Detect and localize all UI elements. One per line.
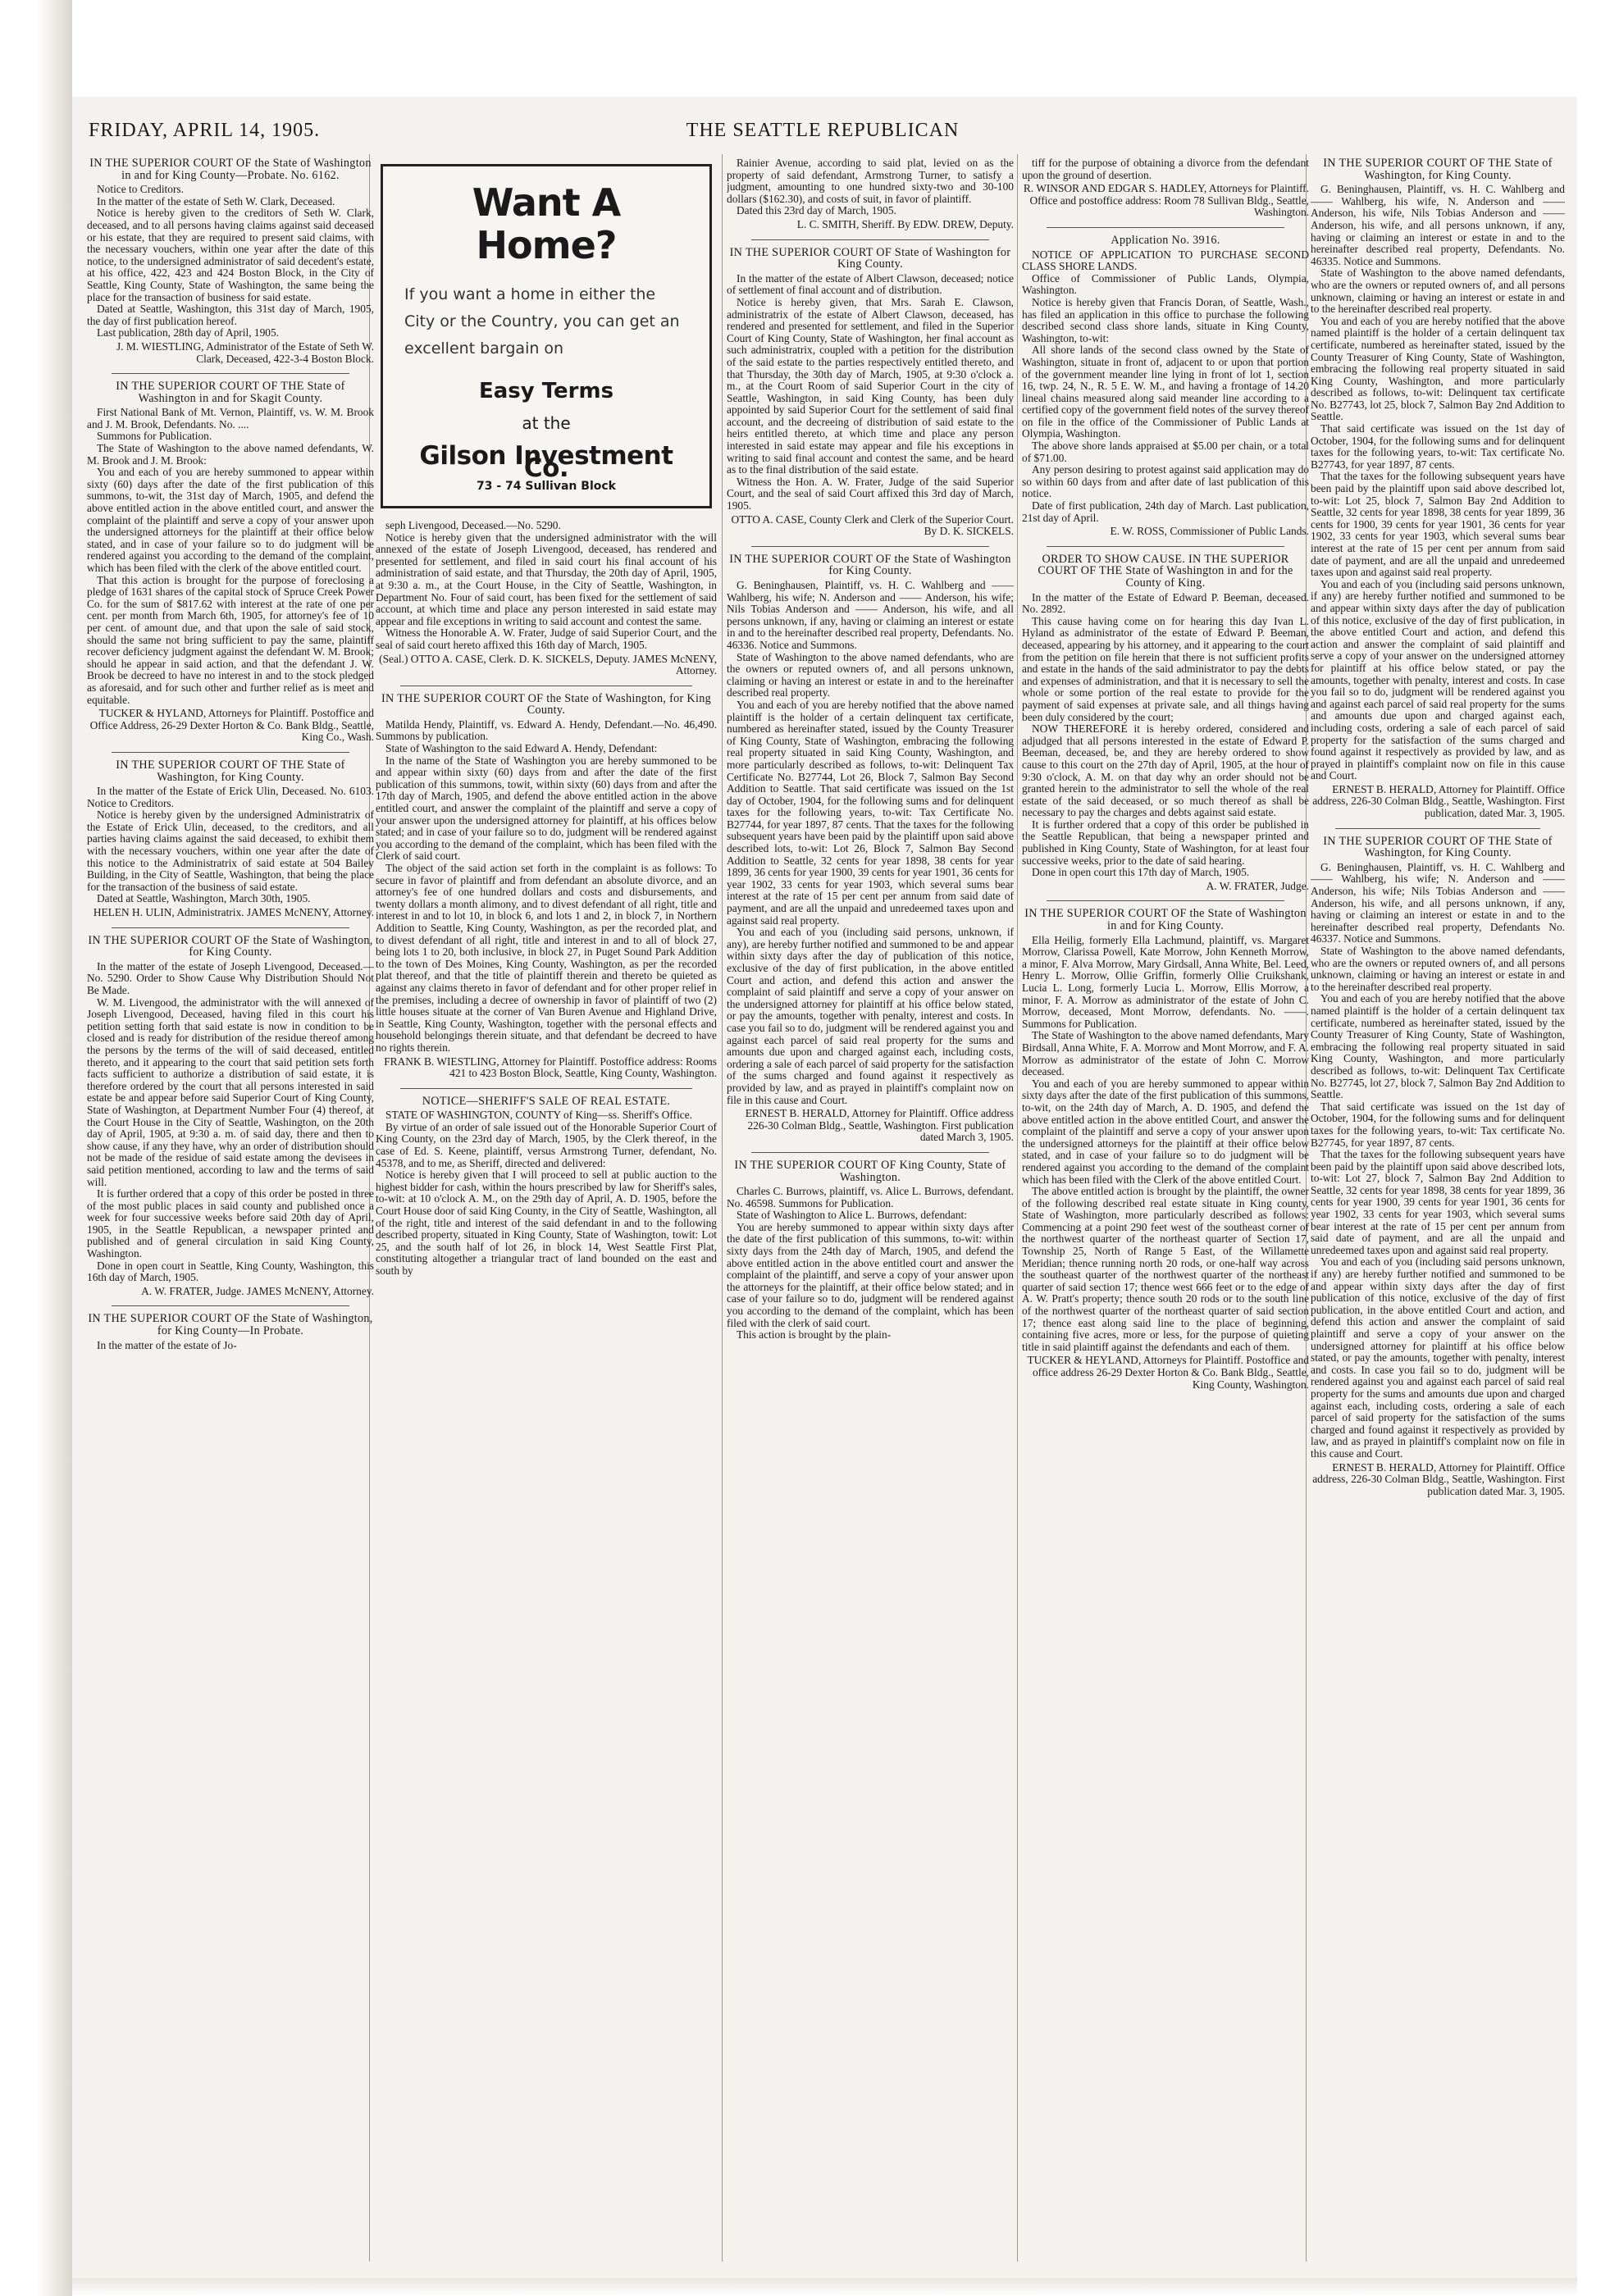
notice-heading: IN THE SUPERIOR COURT OF the State of Washington, for King County. xyxy=(88,933,373,959)
ad-company: Gilson Investment Co. xyxy=(419,441,673,483)
ad-at: at the xyxy=(522,412,571,433)
notice-paragraph: Dated this 23rd day of March, 1905. xyxy=(737,204,896,217)
notice-paragraph: Office of Commissioner of Public Lands, Olympia, Washington. xyxy=(1022,271,1309,297)
notice-paragraph: The State of Washington to the above named defendants, Mary Birdsall, Anna White, F. A. Morrow and Mont Morrow, and F. A. Morrow as administrator of the estate of John C. Morrow deceased. xyxy=(1022,1029,1309,1078)
notice-paragraph: Notice is hereby given to the creditors of Seth W. Clark, deceased, and to all persons having claims against said deceased or his estate, that they are required to present said claims, with the necessary vouchers, within one year after the date of this notice, to the undersigned administrator of said decedent's estate, at his office, 422, 423 and 424 Boston Block, in the City of Seattle, King County, State of Washington, the same being the place for the transaction of business for said estate. xyxy=(87,207,374,303)
column-1 xyxy=(87,157,374,2257)
column-4 xyxy=(1022,157,1309,2257)
column-rule xyxy=(1017,154,1018,2262)
notice-paragraph: In the matter of the estate of Jo- xyxy=(97,1338,237,1351)
notice-separator xyxy=(1047,227,1284,228)
notice-heading: NOTICE—SHERIFF'S SALE OF REAL ESTATE. xyxy=(422,1094,671,1108)
legal-notice xyxy=(1311,836,1565,1498)
legal-notice xyxy=(1022,554,1309,893)
notice-paragraph: You and each of you are hereby notified that the above named plaintiff is the holder of a certain delinquent tax certificate, numbered as hereinafter stated, issued by the County Treasurer of King County, State of Washington, embracing the following real property situated in said King County, Washington, and more particularly described as follows, to-wit: Delinquent tax certificate No. B27743, lot 25, block 7, Salmon Bay 2nd Addition to Seattle. xyxy=(1311,314,1565,423)
notice-signature: R. WINSOR AND EDGAR S. HADLEY, Attorneys for Plaintiff. Office and postoffice address: Room 78 Sullivan Bldg., Seattle, Washington. xyxy=(1023,182,1309,219)
notice-paragraph: First National Bank of Mt. Vernon, Plaintiff, vs. W. M. Brook and J. M. Brook, Defendants. No. .... xyxy=(87,406,374,430)
notice-paragraph: By virtue of an order of sale issued out of the Honorable Superior Court of King County, on the 23rd day of March, 1905, by the Clerk thereof, in the case of Ed. S. Keene, plaintiff, versus Armstrong Turner, defendant, No. 45378, and to me, as Sheriff, directed and delivered: xyxy=(376,1120,717,1169)
notice-paragraph: That this action is brought for the purpose of foreclosing a pledge of 1631 shares of the capital stock of Spruce Creek Power Co. for the sum of $817.62 with interest at the rate of one per cent. per month from March 6th, 1905, for attorney's fee of 10 per cent. of amount due, and that upon the sale of said stock, should the same not bring sufficient to pay the same, plaintiff recover deficiency judgment against the defendant W. M. Brook; should he appear in said action, and that the defendant J. W. Brook be decreed to have no interest in and to the stock pledged as aforesaid, and for such other and further relief as is meet and equitable. xyxy=(87,573,374,706)
newspaper-title: THE SEATTLE REPUBLICAN xyxy=(686,120,960,141)
notice-paragraph: You and each of you (including said persons unknown, if any) are hereby further notified and summoned to be and appear within sixty days after the day of publication of this notice, exclusive of the day of first publication, in the above entitled Court and action, and defend this action and answer the complaint of said plaintiff and serve a copy of your answer on the undersigned attorney for plaintiff at his office below stated, or pay the amounts, together with penalty, interest and costs. In case you fail so to do, judgment will be rendered against you and against each parcel of said real property for the sums and amounts due upon and charged against each, including costs, ordering a sale of each parcel of said property for the satisfaction of the sums charged and found against it respectively as provided by law, and as prayed in plaintiff's complaint now on file in this cause and Court. xyxy=(1311,577,1565,782)
ad-terms: Easy Terms xyxy=(478,379,614,403)
legal-notice xyxy=(87,1313,374,1351)
notice-paragraph: The above shore lands appraised at $5.00 per chain, or a total of $71.00. xyxy=(1022,440,1309,464)
page-binding-edge xyxy=(0,0,72,2296)
notice-paragraph: State of Washington to the above named defendants, who are the owners or reputed owners of, and all persons unknown, claiming or having an interest or estate in and to the hereinafter described real property. xyxy=(727,650,1014,699)
notice-signature: L. C. SMITH, Sheriff. By EDW. DREW, Deputy. xyxy=(796,217,1014,230)
notice-paragraph: That said certificate was issued on the 1st day of October, 1904, for the following sums and for delinquent taxes for the following years, to-wit: Tax certificate No. B27743, for year 1897, 87 cents. xyxy=(1311,422,1565,471)
gilson-investment-ad xyxy=(381,164,712,508)
notice-paragraph: In the matter of the Estate of Edward P. Beeman, deceased. No. 2892. xyxy=(1022,590,1309,616)
notice-paragraph: In the matter of the estate of Seth W. Clark, Deceased. xyxy=(97,194,335,207)
column-2 xyxy=(376,157,717,2257)
notice-separator xyxy=(1335,828,1540,829)
notice-paragraph: You and each of you (including said persons, unknown, if any), are hereby further notified and summoned to be and appear within sixty days after the day of publication of this notice, exclusive of the day of first publication, in the above entitled Court and action, and defend this action and answer the complaint of said plaintiff and serve a copy of your answer on the undersigned attorney for plaintiff at his office below stated, or pay the amounts, together with penalty, interest and costs. In case you fail so to do, judgment will be rendered against you and against each parcel of said real property for the sums and amounts due upon and charged against each, including costs, ordering a sale of each parcel of said property for the satisfaction of the sums charged and found against it respectively as provided by law, and as prayed in plaintiff's complaint now on file in this cause and Court. xyxy=(727,926,1014,1106)
notice-paragraph: State of Washington to the above named defendants, who are the owners or reputed owners of, and all persons unknown, claiming or having an interest or estate in and to the hereinafter described real property. xyxy=(1311,266,1565,316)
notice-paragraph: STATE OF WASHINGTON, COUNTY of King—ss. Sheriff's Office. xyxy=(385,1109,693,1122)
notice-paragraph: Notice is hereby given, that Mrs. Sarah E. Clawson, administratrix of the estate of Albert Clawson, deceased, has rendered and presented for settlement, and filed in the Superior Court of King County, State of Washington, her final account as such administratrix, coupled with a petition for the distribution of the said estate to the parties respectively entitled thereto, and that Thursday, the 30th day of March, 1905, at 9:30 o'clock a. m., at the Court Room of said Superior Court in the city of Seattle, Washington, in said King County, has been duly appointed by said Superior Court for the settlement of said final account, and the decreeing of distribution of said estate to the heirs entitled thereto, at which time and place any person interested in said estate may appear and file his exceptions in writing to said final account and contest the same, and be heard as to the final distribution of the said estate. xyxy=(727,295,1014,476)
notice-paragraph: Witness the Hon. A. W. Frater, Judge of the said Superior Court, and the seal of said Court affixed this 3rd day of March, 1905. xyxy=(727,475,1014,512)
notice-paragraph: You and each of you are hereby notified that the above named plaintiff is the holder of a certain delinquent tax certificate, numbered as hereinafter stated, issued by the County Treasurer of King County, State of Washington, embracing the following real property situated in said King County, Washington, and more particularly described as follows, to-wit: Delinquent Tax Certificate No. B27745, lot 27, block 7, Salmon Bay 2nd Addition to Seattle. xyxy=(1311,992,1565,1101)
notice-separator xyxy=(112,373,349,374)
legal-notice xyxy=(727,157,1014,231)
notice-separator xyxy=(751,239,989,240)
notice-paragraph: Notice is hereby given that the undersigned administrator with the will annexed of the estate of Joseph Livengood, deceased, has rendered and presented for settlement, and filed in said court his final account of his administration of said estate, and that Thursday, the 20th day of April, 1905, at 9:30 a. m., at the Court House, in the City of Seattle, Washington, in Department No. Four of said court, has been fixed for the settlement of said account, at which time and place any person interested in said estate may appear and file exceptions in writing to said account and contest the same. xyxy=(376,531,717,627)
notice-paragraph: Notice is hereby given that I will proceed to sell at public auction to the highest bidder for cash, within the hours prescribed by law for Sheriff's sales, to-wit: at 10 o'clock A. M., on the 29th day of April, A. D. 1905, before the Court House door of said King County, in the City of Seattle, Washington, all of the right, title and interest of the said defendant in and to the following described property, situated in King County, State of Washington, towit: Lot 25, and the south half of lot 26, in block 14, West Seattle First Plat, constituting altogether a triangular tract of land bounded on the east and south by xyxy=(376,1168,717,1277)
notice-paragraph: You and each of you are hereby summoned to appear within sixty (60) days after the date of the first publication of this summons, to-wit, the 31st day of March, 1905, and defend the above entitled action in the above entitled court, and answer the complaint of the plaintiff and serve a copy of your answer upon the undersigned attorneys for the plaintiff at their office below stated, and in case of your failure so to do judgment will be rendered against you according to the demand of the complaint, which has been filed with the clerk of the above entitled court. xyxy=(87,466,374,574)
notice-paragraph: In the matter of the estate of Albert Clawson, deceased; notice of settlement of final account and of distribution. xyxy=(727,271,1014,297)
notice-separator xyxy=(112,927,349,928)
notice-signature: TUCKER & HYLAND, Attorneys for Plaintiff. Postoffice and Office Address, 26-29 Dexter Horton & Co. Bank Bldg., Seattle, King Co., Wash. xyxy=(89,707,374,744)
notice-paragraph: It is further ordered that a copy of this order be posted in three of the most public places in said county and published once a week for four successive weeks before said 20th day of April, 1905, in the Seattle Republican, a newspaper printed and published and of general circulation in said King County, Washington. xyxy=(87,1187,374,1260)
notice-separator xyxy=(751,1152,989,1153)
column-2-notices xyxy=(376,520,717,1278)
notice-paragraph: That the taxes for the following subsequent years have been paid by the plaintiff upon said above described lot, to-wit: Lot 25, block 7, Salmon Bay 2nd Addition to Seattle, 32 cents for year 1898, 38 cents for year 1899, 36 cents for 1900, 39 cents for year 1901, 36 cents for year 1902, 33 cents for year 1903, which several sums bear interest at the rate of 15 per cent per annum from said date of payment, and are all the unpaid and unredeemed taxes upon and against said real property. xyxy=(1311,470,1565,579)
notice-paragraph: Last publication, 28th day of April, 1905. xyxy=(97,326,280,339)
legal-notice xyxy=(87,157,374,365)
legal-notice xyxy=(87,935,374,1298)
notice-paragraph: G. Beninghausen, Plaintiff, vs. H. C. Wahlberg and —— Wahlberg, his wife, N. Anderson and —— Anderson, his wife, Nils Tobias Anderson and —— Anderson, his wife, and all persons unknown, if any, having or claiming an interest or estate in and to the hereinafter described real property, Defendants. No. 46335. Notice and Summons. xyxy=(1311,183,1565,267)
legal-notice xyxy=(376,520,717,677)
notice-paragraph: seph Livengood, Deceased.—No. 5290. xyxy=(385,518,561,531)
notice-heading: IN THE SUPERIOR COURT OF State of Washington for King County. xyxy=(729,245,1011,271)
legal-notice xyxy=(727,1159,1014,1342)
legal-notice xyxy=(1022,235,1309,538)
notice-heading: IN THE SUPERIOR COURT OF the State of Washington, for King County. xyxy=(381,691,711,718)
notice-separator xyxy=(112,1305,349,1306)
legal-notice xyxy=(376,693,717,1080)
notice-paragraph: Dated at Seattle, Washington, this 31st day of March, 1905, the day of first publication hereof. xyxy=(87,303,374,327)
notice-signature: OTTO A. CASE, County Clerk and Clerk of the Superior Court. By D. K. SICKELS. xyxy=(731,512,1014,538)
notice-signature: FRANK B. WIESTLING, Attorney for Plaintiff. Postoffice address: Rooms 421 to 423 Boston Block, Seattle, King County, Washington. xyxy=(384,1055,717,1080)
column-3 xyxy=(727,157,1014,2257)
notice-paragraph: The above entitled action is brought by the plaintiff, the owner of the following described real estate situate in King county, State of Washington, more particularly described as follows: Commencing at a point 290 feet west of the southeast corner of the northwest quarter of the northeast quarter of Section 17, Township 25, North of Range 5 East, of the Willamette Meridian; thence running north 20 rods, or one-half way across the southeast quarter of the northwest quarter of the northeast quarter of said section 17; thence west 666 feet or to the edge of A. W. Pratt's property; thence south 20 rods or to the south line of the northwest quarter of the northeast quarter of said section 17; thence east along said line to the place of beginning, containing five acres, more or less, for the purpose of quieting title in said plaintiff against the defendants and each of them. xyxy=(1022,1185,1309,1353)
notice-paragraph: Date of first publication, 24th day of March. Last publication, 21st day of April. xyxy=(1022,499,1309,524)
notice-heading: IN THE SUPERIOR COURT OF King County, State of Washington. xyxy=(734,1158,1006,1184)
notice-signature: HELEN H. ULIN, Administratrix. JAMES McNENY, Attorney. xyxy=(93,906,374,919)
notice-signature: ERNEST B. HERALD, Attorney for Plaintiff. Office address, 226-30 Colman Bldg., Seattle, Washington. First publication dated Mar. 3, 1905. xyxy=(1312,1460,1565,1497)
notice-signature: ERNEST B. HERALD, Attorney for Plaintiff. Office address, 226-30 Colman Bldg., Seattle, Washington. First publication, dated Mar. 3, 1905. xyxy=(1312,782,1565,820)
notice-heading: ORDER TO SHOW CAUSE. IN THE SUPERIOR COURT OF THE State of Washington in and for the County of King. xyxy=(1038,552,1293,590)
notice-paragraph: Dated at Seattle, Washington, March 30th, 1905. xyxy=(97,892,311,905)
notice-signature: A. W. FRATER, Judge. xyxy=(1206,879,1309,892)
ad-headline: Want A Home? xyxy=(472,180,621,267)
notice-separator xyxy=(1047,900,1284,901)
notice-paragraph: It is further ordered that a copy of this order be published in the Seattle Republican, that being a newspaper printed and published in King County, State of Washington, for at least four successive weeks, prior to the date of said hearing. xyxy=(1022,818,1309,867)
column-rule xyxy=(722,154,723,2262)
notice-paragraph: tiff for the purpose of obtaining a divorce from the defendant upon the ground of desertion. xyxy=(1022,157,1309,181)
notice-paragraph: State of Washington to the above named defendants, who are the owners or reputed owners of, and all persons unknown, claiming or having an interest or estate in and to the hereinafter described real property. xyxy=(1311,945,1565,993)
notice-paragraph: That the taxes for the following subsequent years have been paid by the plaintiff upon said above described lots, to-wit: Lot 27, block 7, Salmon Bay 2nd Addition to Seattle, 32 cents for year 1898, 38 cents for year 1899, 36 cents for year 1900, 39 cents for year 1901, 36 cents for year 1902, 33 cents for year 1903, which several sums bear interest at the rate of 15 per cent per annum from said date of payment, and are all the unpaid and unredeemed taxes upon and against said real property. xyxy=(1311,1148,1565,1256)
notice-heading: Application No. 3916. xyxy=(1111,233,1220,247)
legal-notice xyxy=(1022,157,1309,219)
notice-heading: IN THE SUPERIOR COURT OF THE State of Washington, for King County. xyxy=(1323,157,1553,182)
column-5 xyxy=(1311,157,1565,2257)
notice-separator xyxy=(112,752,349,753)
notice-paragraph: You are hereby summoned to appear within sixty days after the date of the first publication of this summons, to-wit: within sixty days from the 24th day of March, 1905, and defend the above entitled action in the above entitled court and answer the complaint of the plaintiff, and serve a copy of your answer upon the attorneys for the plaintiff, at their office below stated; and in case of your failure so to do, judgment will be rendered against you according to the demand of the complaint, which has been filed with the clerk of said court. xyxy=(727,1220,1014,1329)
notice-signature: (Seal.) OTTO A. CASE, Clerk. D. K. SICKELS, Deputy. JAMES McNENY, Attorney. xyxy=(379,652,717,677)
notice-paragraph: You and each of you are hereby summoned to appear within sixty days after the date of the first publication of this summons, to-wit, on the 24th day of March, A. D. 1905, and defend the above entitled action in the above entitled Court, and answer the complaint of the plaintiff and serve a copy of your answer upon the undersigned attorneys for the plaintiff at their office below stated, and in case of your failure so to do judgment will be rendered against you according to the demand of the complaint which has been filed with the Clerk of the above entitled Court. xyxy=(1022,1077,1309,1186)
notice-paragraph: The State of Washington to the above named defendants, W. M. Brook and J. M. Brook: xyxy=(87,442,374,467)
notice-paragraph: That said certificate was issued on the 1st day of October, 1904, for the following sums and for delinquent taxes for the following years, to-wit: Tax certificate No. B27745, for year 1897, 87 cents. xyxy=(1311,1100,1565,1149)
ad-address: 73 - 74 Sullivan Block xyxy=(477,480,616,494)
notice-paragraph: In the matter of the Estate of Erick Ulin, Deceased. No. 6103. Notice to Creditors. xyxy=(87,785,374,809)
notice-heading: IN THE SUPERIOR COURT OF the State of Washington, for King County—In Probate. xyxy=(88,1312,373,1338)
notice-paragraph: All shore lands of the second class owned by the State of Washington, situate in front of, adjacent to or upon that portion of the government meander line lying in front of lot 1, section 16, twp. 24, N., R. 5 E. W. M., and having a frontage of 14.20 lineal chains measured along said meander line according to a certified copy of the government field notes of the survey thereof on file in the office of the Commissioner of Public Lands at Olympia, Washington. xyxy=(1022,344,1309,440)
notice-paragraph: This action is brought by the plain- xyxy=(737,1328,892,1342)
notice-paragraph: Done in open court this 17th day of March, 1905. xyxy=(1032,866,1250,879)
notice-paragraph: NOTICE OF APPLICATION TO PURCHASE SECOND CLASS SHORE LANDS. xyxy=(1022,248,1309,273)
notice-paragraph: In the name of the State of Washington you are hereby summoned to be and appear within sixty (60) days from and after the date of the first publication of this summons, towit, within sixty (60) days from and after the 17th day of March, 1905, and defend the above entitled action in the above entitled court, and answer the complaint of the plaintiff and serve a copy of your answer upon the undersigned attorney for plaintiff, at his offices below stated; and in case of your failure so to do, judgment will be rendered against you according to the demand of the complaint, which has been filed with the Clerk of said court. xyxy=(376,754,717,863)
notice-paragraph: State of Washington to the said Edward A. Hendy, Defendant: xyxy=(385,742,658,755)
notice-paragraph: G. Beninghausen, Plaintiff, vs. H. C. Wahlberg and —— Wahlberg, his wife; N. Anderson and —— Anderson, his wife; Nils Tobias Anderson and —— Anderson, his wife, and all persons unknown, if any, having or claiming an interest or estate in and to the hereinafter described real property, Defendants No. 46337. Notice and Summons. xyxy=(1311,860,1565,945)
notice-paragraph: Notice to Creditors. xyxy=(97,183,184,196)
legal-notice xyxy=(87,380,374,744)
notice-paragraph: Witness the Honorable A. W. Frater, Judge of said Superior Court, and the seal of said court hereto affixed this 16th day of March, 1905. xyxy=(376,626,717,651)
legal-notice xyxy=(87,759,374,919)
issue-date: FRIDAY, APRIL 14, 1905. xyxy=(89,120,321,141)
notice-heading: IN THE SUPERIOR COURT OF THE State of Washington in and for Skagit County. xyxy=(116,380,345,405)
notice-separator xyxy=(751,546,989,547)
notice-paragraph: This cause having come on for hearing this day Ivan L. Hyland as administrator of the estate of Edward P. Beeman, deceased, appearing by his attorney, and it appearing to the court from the petition on file herein that there is not sufficient profits and estate in the hands of the said administrator to pay the debts and expenses of administration, and that it is necessary to sell the whole or some portion of the real estate to provide for the payment of said expenses at private sale, and all things having been duly considered by the court; xyxy=(1022,614,1309,723)
legal-notice xyxy=(376,1096,717,1278)
notice-heading: IN THE SUPERIOR COURT OF the State of Washington in and for King County. xyxy=(1024,907,1307,933)
newspaper-page xyxy=(72,97,1577,2278)
notice-paragraph: W. M. Livengood, the administrator with the will annexed of Joseph Livengood, Deceased, having filed in this court his petition setting forth that said estate is now in condition to be closed and is ready for distribution of the residue thereof among the persons by the terms of the will of said deceased, entitled thereto, and it appearing to the court that said petition sets forth facts sufficient to authorize a distribution of said estate, it is therefore ordered by the court that all persons interested in said estate be and appear before said Superior Court of King County, State of Washington, at Department Number Four (4) thereof, at the Court House in the City of Seattle, Washington, on the 20th day of April, 1905, at 9:30 a. m. of said day, there and then to show cause, if any they have, why an order of distribution should not be made of the residue of said estate among the devisees in said petition mentioned, according to law and the terms of said will. xyxy=(87,995,374,1188)
legal-notice xyxy=(727,247,1014,538)
notice-signature: TUCKER & HEYLAND, Attorneys for Plaintiff. Postoffice and office address 26-29 Dexter Horton & Co. Bank Bldg., Seattle, King County, Washington. xyxy=(1027,1354,1309,1391)
notice-paragraph: Ella Heilig, formerly Ella Lachmund, plaintiff, vs. Margaret Morrow, Clarissa Powell, Kate Morrow, John Kenneth Morrow, a minor, F. Alva Morrow, Mary Girdsall, Anna White, Bel. Leed, Henry L. Morrow, Ollie Griffin, formerly Ollie Cruikshank, Lucia L. Long, formerly Lucia L. Morrow, Ellis Morrow, a minor, F. A. Morrow as administrator of the estate of John C. Morrow, deceased, Mont Morrow, defendants. No. ——. Summons for Publication. xyxy=(1022,933,1309,1030)
notice-paragraph: You and each of you are hereby notified that the above named plaintiff is the holder of a certain delinquent tax certificate, numbered as hereinafter stated, issued by the County Treasurer of King County, State of Washington, embracing the following real property situated in said King County, Washington, and more particularly described as follows, to-wit: Delinquent Tax Certificate No. B27744, Lot 26, Block 7, Salmon Bay Second Addition to Seattle. That said certificate was issued on the 1st day of October, 1904, for the following sums and for delinquent taxes for the following years, to-wit: Tax Certificate No. B27744, for year 1897, 87 cents. That the taxes for the following subsequent years have been paid by the plaintiff upon said above described lots, to-wit: Lot 26, Block 7, Salmon Bay Second Addition to Seattle, 32 cents for year 1898, 38 cents for year 1899, 36 cents for year 1900, 39 cents for year 1901, 36 cents for year 1902, 33 cents for year 1903, which several sums bear interest at the rate of 15 per cent per annum from said date of payment, and are all the unpaid and unredeemed taxes upon and against said real property. xyxy=(727,698,1014,927)
legal-notice xyxy=(727,554,1014,1144)
notice-paragraph: Matilda Hendy, Plaintiff, vs. Edward A. Hendy, Defendant.—No. 46,490. Summons by publication. xyxy=(376,718,717,743)
notice-paragraph: Done in open court in Seattle, King County, Washington, this 16th day of March, 1905. xyxy=(87,1259,374,1284)
masthead xyxy=(89,113,1557,146)
notice-paragraph: Notice is hereby given by the undersigned Administratrix of the Estate of Erick Ulin, deceased, to the creditors, and all parties having claims against the said deceased, to exhibit them with the necessary vouchers, within one year after the date of this notice to the Administratrix of said estate at 504 Bailey Building, in the City of Seattle, Washington, that being the place for the transaction of the business of said estate. xyxy=(87,809,374,893)
notice-paragraph: Summons for Publication. xyxy=(97,430,212,443)
notice-paragraph: Charles C. Burrows, plaintiff, vs. Alice L. Burrows, defendant. No. 46598. Summons for Publication. xyxy=(727,1185,1014,1210)
notice-paragraph: The object of the said action set forth in the complaint is as follows: To secure in favor of plaintiff and from defendant an absolute divorce, and an attorney's fee of one hundred dollars and costs and disbursements, and twenty dollars a month alimony, and to divest defendant of all right, title and interest in and to lot 10, in block 6, and lots 1 and 2, in block 7, in Northern Addition to Seattle, King County, Washington, as per the recorded plat, and to divest defendant of all right, title and interest in and to all of block 27, being lots 1 to 20, both inclusive, in block 27, in Puget Sound Park Addition to the town of Des Moines, King County, Washington, as per the recorded plat thereof, and that the title of plaintiff therein and thereto be quieted as against any claims thereto in favor of defendant and for other proper relief in the premises, including a decree of ownership in favor of plaintiff of two (2) little houses situate at the corner of Van Buren Avenue and Highland Drive, in Seattle, King County, Washington, together with the personal effects and household belongings therein situate, and that defendant be decreed to have no rights therein. xyxy=(376,862,717,1054)
notice-paragraph: G. Beninghausen, Plaintiff, vs. H. C. Wahlberg and —— Wahlberg, his wife; N. Anderson and —— Anderson, his wife; Nils Tobias Anderson and —— Anderson, his wife, and all persons unknown, if any, having or claiming an interest or estate in and to the hereinafter described real property, Defendants. No. 46336. Notice and Summons. xyxy=(727,579,1014,651)
notice-paragraph: Any person desiring to protest against said application may do so within 60 days from and after date of last publication of this notice. xyxy=(1022,463,1309,500)
legal-notice xyxy=(1311,157,1565,820)
notice-signature: ERNEST B. HERALD, Attorney for Plaintiff. Office address 226-30 Colman Bldg., Seattle, Washington. First publication dated March 3, 1905. xyxy=(745,1107,1014,1144)
notice-separator xyxy=(1047,546,1284,547)
notice-signature: A. W. FRATER, Judge. JAMES McNENY, Attorney. xyxy=(141,1284,374,1297)
legal-notice xyxy=(1022,908,1309,1391)
notice-paragraph: Notice is hereby given that Francis Doran, of Seattle, Wash., has filed an application in this office to purchase the following described second class shore lands, situate in King County, Washington, to-wit: xyxy=(1022,295,1309,344)
notice-heading: IN THE SUPERIOR COURT OF the State of Washington for King County. xyxy=(729,552,1011,578)
notice-signature: E. W. ROSS, Commissioner of Public Lands. xyxy=(1110,525,1309,538)
notice-paragraph: State of Washington to Alice L. Burrows, defendant: xyxy=(737,1209,967,1222)
notice-paragraph: NOW THEREFORE it is hereby ordered, considered and adjudged that all persons interested in the estate of Edward P. Beeman, deceased, be, and they are hereby ordered to show cause to this court on the 27th day of April, 1905, at the hour of 9:30 o'clock, A. M. on that day why an order should not be granted herein to the administrator to sell the whole of the real estate of the said deceased, or so much thereof as shall be necessary to pay the charges and debts against said estate. xyxy=(1022,722,1309,819)
notice-paragraph: In the matter of the estate of Joseph Livengood, Deceased.—No. 5290. Order to Show Cause Why Distribution Should Not Be Made. xyxy=(87,959,374,996)
notice-paragraph: You and each of you (including said persons unknown, if any) are hereby further notified and summoned to be and appear within sixty days after the day of first publication of this notice, exclusive of the day of first publication, in the above entitled Court and action, and defend this action and answer the complaint of said plaintiff and serve a copy of your answer on the undersigned attorney for plaintiff at his office below stated, or pay the amounts, together with penalty, interest and costs. In case you fail so to do, judgment will be rendered against you and against each parcel of said real property for the sums and amounts due upon and charged against each, including costs, ordering a sale of each parcel of said property for the satisfaction of the sums charged and found against it respectively as provided by law, and as prayed in plaintiff's complaint now on file in this cause and Court. xyxy=(1311,1255,1565,1460)
notice-signature: J. M. WIESTLING, Administrator of the Estate of Seth W. Clark, Deceased, 422-3-4 Boston Block. xyxy=(116,339,374,365)
notice-heading: IN THE SUPERIOR COURT OF THE State of Washington, for King County. xyxy=(1323,834,1553,860)
notice-heading: IN THE SUPERIOR COURT OF THE State of Washington, for King County. xyxy=(116,758,345,784)
ad-body: If you want a home in either the City or the Country, you can get an excellent bargain on xyxy=(404,285,680,358)
notice-separator xyxy=(400,1088,692,1089)
notice-heading: IN THE SUPERIOR COURT OF the State of Washington in and for King County—Probate. No. 6162. xyxy=(89,157,372,182)
notice-paragraph: Rainier Avenue, according to said plat, levied on as the property of said defendant, Armstrong Turner, to satisfy a judgment, amounting to one hundred sixty-two and 30-100 dollars ($162.30), and costs of suit, in favor of plaintiff. xyxy=(727,157,1014,205)
